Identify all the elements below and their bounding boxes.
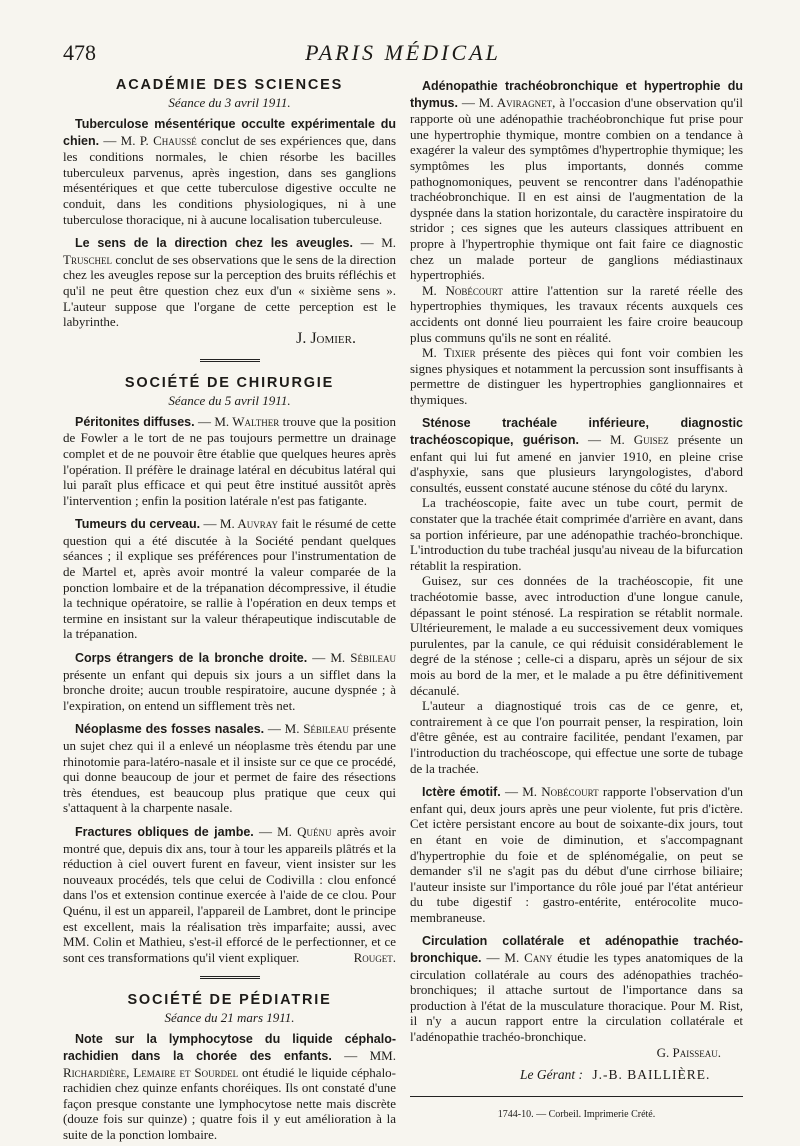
article-author: M. Nobécourt [522, 784, 599, 800]
signature-rouget: Rouget. [353, 949, 396, 965]
article-text: fait le résumé de cette question qui a été discutée à la Société pendant quelques séances ; il explique ses préférences pour l'instrumentation de de Martel et, après avoir montré la valeur comparée de la ponction lombaire et de la trépanation décompressive, il étudie la technique opératoire, se rallie à l'opération en deux temps et termine en insistant sur la valeur thérapeutique indiscutable de la trépanation. [63, 516, 397, 642]
article-text: présente un enfant qui lui fut amené en janvier 1910, en pleine crise d'asphyxie, sans que plusieurs laryngologistes, d'abord consultés, eussent constaté aucune sténose du côté du larynx. [410, 432, 743, 495]
gerant-name: J.-B. BAILLIÈRE. [592, 1067, 711, 1083]
article-author: M. Walther [214, 413, 280, 429]
article-author: M. Tixier [422, 345, 476, 361]
article-text: étudie les types anatomiques de la circulation collatérale au cours des adénopathies trachéo-bronchiques; il attache surtout de l'importance dans sa production à l'état de la musculature thoracique. Pour M. Rist, il n'y a aucun rapport entre la circulation collatérale et l'adénopathie trachéo-bronchique. [410, 950, 744, 1045]
article-paragraph: Corps étrangers de la bronche droite. — M. Sébileau présente un enfant qui depuis six jours a un sifflet dans la bronche droite; aucun trouble respiratoire, aucune dyspnée ; à l'expiration, on entend un sifflement très net. [63, 650, 396, 713]
article-author: M. Aviragnet [478, 94, 553, 110]
article-heading: Tumeurs du cerveau. [75, 517, 201, 532]
article-author: M. Cany [504, 950, 553, 966]
article-heading: Sténose trachéale inférieure, diagnostic trachéoscopique, guérison. [410, 416, 743, 448]
section-divider [200, 976, 260, 979]
article-text: présente un enfant qui depuis six jours a un sifflet dans la bronche droite; aucun trouble respiratoire, aucune dyspnée ; à l'expiration, on entend un sifflement très net. [63, 666, 396, 713]
section-date-academie: Séance du 3 avril 1911. [168, 95, 291, 110]
article-heading: Péritonites diffuses. [75, 414, 195, 429]
article-paragraph: Guisez, sur ces données de la trachéoscopie, fit une trachéotomie basse, avec introduction d'une longue canule, dépassant le point sténosé. La respiration se rétablit normale. Ultérieurement, le malade a eu successivement deux vomiques purulentes, par la canule, ce qui réduisit considérablement le degré de la sténose ; celle-ci a disparu, après un séjour de six mois au bord de la mer, et le malade a pu être définitivement décanulé. [410, 573, 743, 698]
article-paragraph: Sténose trachéale inférieure, diagnostic trachéoscopique, guérison. — M. Guisez présente un enfant qui lui fut amené en janvier 1910, en pleine crise d'asphyxie, sans que plusieurs laryngologistes, d'abord consultés, eussent constaté aucune sténose du côté du larynx. [410, 416, 743, 495]
section-date-chirurgie: Séance du 5 avril 1911. [168, 392, 291, 408]
article-text: ont étudié le liquide céphalo-rachidien chez quinze enfants choréiques. Ils ont constaté d'une façon presque constante une lymphocytose nette mais discrète (douze fois sur quinze) ; quatre fois il y eut amélioration à la suite de la ponction lombaire. [63, 1064, 397, 1142]
article-paragraph: Note sur la lymphocytose du liquide céphalo-rachidien dans la chorée des enfants. — MM. Richardière, Lemaire et Sourdel ont étudié le liquide céphalo-rachidien chez quinze enfants choréiques. Ils ont constaté d'une façon presque constante une lymphocytose nette mais discrète (douze fois sur quinze) ; quatre fois il y eut amélioration à la suite de la ponction lombaire. [63, 1032, 397, 1142]
article-author: M. Nobécourt [422, 282, 503, 298]
article-paragraph: Ictère émotif. — M. Nobécourt rapporte l'observation d'un enfant qui, deux jours après une peur violente, fut pris d'ictère. Cet ictère persistant encore au bout de soixante-dix jours, tout en étant en voie de diminution, et s'accompagnant d'hypertrophie du foie et de splénomégalie, on peut se demander s'il ne s'agit pas du début d'une cirrhose biliaire; l'auteur insiste sur l'importance du rôle joué par l'état antérieur du tube digestif : gastro-entérite, entérocolite muco-membraneuse. [410, 784, 743, 925]
right-column [410, 78, 743, 1121]
article-author: MM. Richardière, Lemaire et Sourdel [63, 1047, 396, 1080]
article-text: après avoir montré que, depuis dix ans, tour à tour les appareils plâtrés et la réduction à ciel ouvert furent en faveur, vient insister sur les nouveaux procédés, tels que celui de Codivilla : clou enfoncé dans l'os et extension continue exercée à l'aide de ce clou. Pour Quénu, il est un appareil, l'appareil de Lambret, dont le principe est excellent, mais la réalisation très imparfaite; aussi, avec MM. Colin et Mathieu, s'est-il efforcé de le perfectionner, et ce sont ces transformations qu'il vient expliquer. [63, 823, 397, 965]
article-text: conclut de ses observations que le sens de la direction chez les aveugles repose sur la perception des bruits réfléchis et qu'il ne peut être question chez eux d'un « sixième sens ». L'auteur suppose que l'organe de cette perception est le labyrinthe. [63, 251, 397, 330]
article-author: M. Truschel [63, 235, 397, 267]
page-header [63, 40, 743, 70]
article-paragraph: Tuberculose mésentérique occulte expérimentale du chien. — M. P. Chaussé conclut de ses expériences que, dans les conditions normales, le chien résorbe les bacilles tuberculeux parvenus, après ingestion, dans ses ganglions mésentériques et que cette tuberculose digestive occulte ne conduit, dans les conditions physiologiques, ni à une tuberculose thoracique, ni à aucune localisation tuberculeuse. [63, 117, 397, 227]
section-divider [200, 359, 260, 362]
article-paragraph [410, 283, 743, 345]
article-text: à l'occasion d'une observation qu'il rapporte où une adénopathie trachéobronchique fut prise pour une hypertrophie thymique, montre combien on a tendance à exagérer la valeur des symptômes d'hypertrophie thymique; les symptômes les plus importants, donnés comme pathognomoniques, peuvent se rencontrer dans l'adénopathie trachéobronchique. Il en est ainsi de l'augmentation de la dyspnée dans la station horizontale, du caractère inspiratoire du stridor ; ces signes que les auteurs classiques attribuent en propre à l'hypertrophie thymique ont fait faire ce diagnostic chez un malade porteur de ganglions médiastinaux hypertrophiés. [410, 94, 744, 283]
article-heading: Néoplasme des fosses nasales. [75, 722, 265, 737]
article-paragraph: Le sens de la direction chez les aveugles. — M. Truschel conclut de ses observations que le sens de la direction chez les aveugles repose sur la perception des bruits réfléchis et qu'il ne peut être question chez eux d'un « sixième sens ». L'auteur suppose que l'organe de cette perception est le labyrinthe. [63, 235, 397, 330]
article-heading: Ictère émotif. [422, 785, 501, 800]
section-title-pediatrie: SOCIÉTÉ DE PÉDIATRIE [127, 992, 332, 1009]
left-column [63, 76, 396, 1142]
page-number: 478 [63, 40, 96, 65]
article-paragraph: Néoplasme des fosses nasales. — M. Sébileau présente un sujet chez qui il a enlevé un néoplasme très étendu par une rhinotomie para-latéro-nasale et il insiste sur ce que ce procédé, qui donne beaucoup de jour et permet de faire des résections très étendues, est beaucoup plus pratique que ceux qui s'attaquent à la charpente nasale. [63, 721, 397, 816]
article-heading: Adénopathie trachéobronchique et hypertrophie du thymus. [410, 79, 743, 110]
section-title-chirurgie: SOCIÉTÉ DE CHIRURGIE [124, 374, 335, 391]
article-paragraph: La trachéoscopie, faite avec un tube court, permit de constater que la trachée était comprimée d'arrière en avant, dans sa portion inférieure, par une adénopathie trachéo-bronchique. L'introduction du tube trachéal jusqu'au niveau de la bifurcation rétablit la respiration. [410, 495, 743, 573]
article-author: M. P. Chaussé [120, 132, 197, 148]
article-heading: Corps étrangers de la bronche droite. [75, 651, 308, 666]
signature-paisseau: G. Paisseau. [656, 1044, 721, 1060]
article-heading: Circulation collatérale et adénopathie trachéo-bronchique. [410, 934, 743, 966]
article-author: M. Guisez [609, 432, 669, 448]
article-text: trouve que la position de Fowler a le tort de ne pas toujours permettre un drainage complet et de ne pouvoir être établie que quelques heures après l'opération. Il préfère le drainage latéral en décubitus latéral qui lui paraît plus efficace et qui peut être institué aussitôt après l'intervention ; enfin la position latérale n'est pas fatigante. [63, 413, 396, 508]
section-title-academie: ACADÉMIE DES SCIENCES [115, 77, 344, 93]
section-date-pediatrie: Séance du 21 mars 1911. [164, 1010, 295, 1026]
article-author: M. Sébileau [284, 721, 349, 737]
article-text: présente des pièces qui font voir combien les signes physiques et notamment la percussion sont insuffisants à permettre de distinguer les hypertrophies ganglionnaires et thymiques. [410, 345, 744, 407]
signature-line [63, 330, 396, 348]
article-text: attire l'attention sur la rareté réelle des hypertrophies thymiques, les travaux récents auxquels ces accidents ont donné lieu pourraient les faire croire beaucoup plus communs qu'ils ne sont en réalité. [410, 282, 743, 345]
article-paragraph: Fractures obliques de jambe. — M. Quénu après avoir montré que, depuis dix ans, tour à tour les appareils plâtrés et la réduction à ciel ouvert furent en faveur, vient insister sur les nouveaux procédés, tels que celui de Codivilla : clou enfoncé dans l'os et extension continue exercée à l'aide de ce clou. Pour Quénu, il est un appareil, l'appareil de Lambret, dont le principe est excellent, mais la réalisation très imparfaite; aussi, avec MM. Colin et Mathieu, s'est-il efforcé de le perfectionner, et ce sont ces transformations qu'il vient expliquer. Rouget. [63, 823, 397, 965]
article-paragraph: L'auteur a diagnostiqué trois cas de ce genre, et, contrairement à ce que l'on pourrait penser, la respiration, loin d'être gênée, est au contraire facilitée, pendant l'examen, par l'introduction du trachéoscope, qui effectue une sorte de tubage de la trachée. [410, 698, 743, 776]
article-author: M. Auvray [219, 516, 278, 532]
gerant-label: Le Gérant : [520, 1067, 583, 1083]
article-paragraph: Tumeurs du cerveau. — M. Auvray fait le résumé de cette question qui a été discutée à la Société pendant quelques séances ; il explique ses préférences pour l'instrumentation de de Martel et, après avoir montré la valeur comparée de la ponction lombaire et de la trépanation décompressive, il étudie la technique opératoire, se rallie à l'opération en deux temps et termine en insistant sur la valeur thérapeutique indiscutable de la trépanation. [63, 516, 397, 642]
journal-title: PARIS MÉDICAL [305, 40, 501, 65]
article-author: M. Quénu [277, 823, 332, 839]
printer-imprint: 1744-10. — Corbeil. Imprimerie Crété. [497, 1109, 656, 1121]
article-paragraph: Adénopathie trachéobronchique et hypertrophie du thymus. — M. Aviragnet, à l'occasion d'une observation qu'il rapporte où une adénopathie trachéobronchique fut prise pour une hypertrophie thymique, montre combien on a tendance à exagérer la valeur des symptômes d'hypertrophie thymique; les symptômes les plus importants, donnés comme pathognomoniques, peuvent se rencontrer dans l'adénopathie trachéobronchique. Il en est ainsi de l'augmentation de la dyspnée dans la station horizontale, du caractère inspiratoire du stridor ; ces signes que les auteurs classiques attribuent en propre à l'hypertrophie thymique ont fait faire ce diagnostic chez un malade porteur de ganglions médiastinaux hypertrophiés. [410, 79, 744, 283]
article-paragraph: Circulation collatérale et adénopathie trachéo-bronchique. — M. Cany étudie les types anatomiques de la circulation collatérale au cours des adénopathies trachéo-bronchiques; il attache surtout de l'importance dans sa production à l'état de la musculature thoracique. Pour M. Rist, il n'y a aucun rapport entre la circulation collatérale et l'adénopathie trachéo-bronchique. [410, 934, 744, 1045]
footer-divider [410, 1096, 743, 1097]
article-text: rapporte l'observation d'un enfant qui, deux jours après une peur violente, fut pris d'ictère. Cet ictère persistant encore au bout de soixante-dix jours, tout en étant en voie de diminution, et s'accompagnant d'hypertrophie du foie et de splénomégalie, on peut se demander s'il ne s'agit pas du début d'une cirrhose biliaire; l'auteur insiste sur l'importance du rôle joué par l'état antérieur du tube digestif : gastro-entérite, entérocolite muco-membraneuse. [410, 784, 743, 925]
article-heading: Le sens de la direction chez les aveugles. [75, 236, 353, 251]
article-heading: Tuberculose mésentérique occulte expérimentale du chien. [63, 117, 396, 148]
signature-jomier: J. Jomier. [296, 329, 356, 347]
article-text: conclut de ses expériences que, dans les conditions normales, le chien résorbe les bacilles tuberculeux parvenus, après ingestion, dans ses ganglions mésentériques et que cette tuberculose digestive occulte ne conduit, dans les conditions physiologiques, ni à une tuberculose thoracique, ni à aucune localisation tuberculeuse. [63, 132, 397, 227]
article-heading: Note sur la lymphocytose du liquide céphalo-rachidien dans la chorée des enfants. [63, 1032, 396, 1063]
article-author: M. Sébileau [330, 650, 396, 666]
article-heading: Fractures obliques de jambe. [75, 824, 254, 839]
article-paragraph [410, 345, 743, 407]
gerant-line [410, 1066, 743, 1084]
article-text: présente un sujet chez qui il a enlevé un néoplasme très étendu par une rhinotomie para-latéro-nasale et il insiste sur ce que ce procédé, qui donne beaucoup de jour et permet de faire des résections très étendues, est beaucoup plus pratique que ceux qui s'attaquent à la charpente nasale. [63, 721, 397, 816]
article-paragraph: Péritonites diffuses. — M. Walther trouve que la position de Fowler a le tort de ne pas toujours permettre un drainage complet et de ne pouvoir être établie que quelques heures après l'opération. Il préfère le drainage latéral en décubitus latéral qui lui paraît plus efficace et qui peut être institué aussitôt après l'intervention ; enfin la position latérale n'est pas fatigante. [63, 413, 396, 508]
